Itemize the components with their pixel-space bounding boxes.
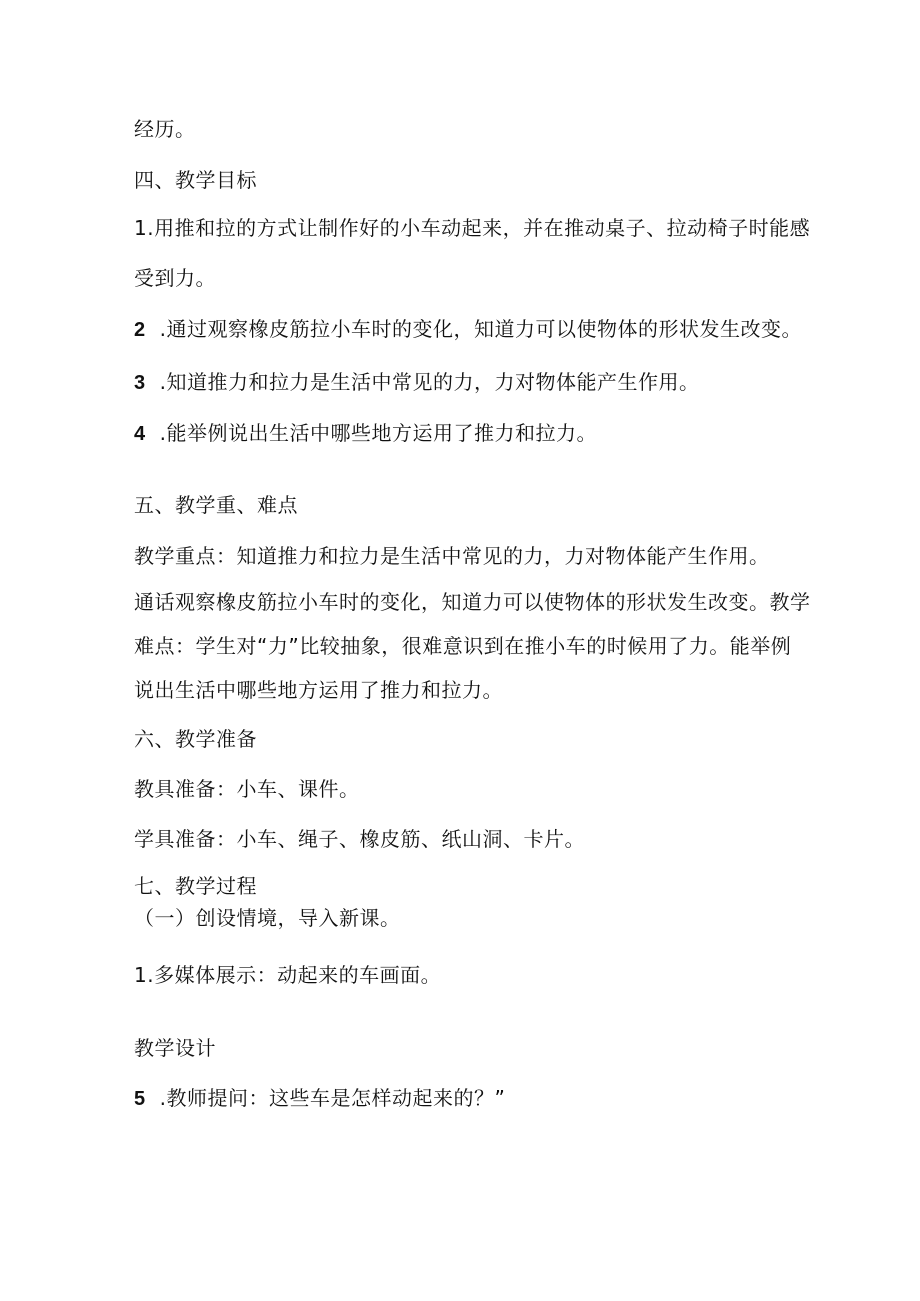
section-heading-preparation: 六、教学准备 xyxy=(134,727,257,751)
teacher-materials: 教具准备：小车、课件。 xyxy=(134,777,360,801)
section-heading-objectives: 四、教学目标 xyxy=(134,168,257,192)
list-number: 3 xyxy=(134,372,146,394)
objective-1-line-1: 1.用推和拉的方式让制作好的小车动起来，并在推动桌子、拉动椅子时能感 xyxy=(134,216,811,240)
objective-3 xyxy=(134,369,699,396)
objective-4-text: .能举例说出生活中哪些地方运用了推力和拉力。 xyxy=(159,421,597,445)
objective-2 xyxy=(134,316,802,343)
step-1: 1.多媒体展示：动起来的车画面。 xyxy=(134,963,442,987)
subsection-heading-intro: （一）创设情境，导入新课。 xyxy=(134,906,401,930)
step-5-text: .教师提问：这些车是怎样动起来的？” xyxy=(159,1086,506,1110)
teaching-design-label: 教学设计 xyxy=(134,1036,216,1060)
list-number: 2 xyxy=(134,319,146,341)
student-materials: 学具准备：小车、绳子、橡皮筋、纸山洞、卡片。 xyxy=(134,827,585,851)
objective-1-line-2: 受到力。 xyxy=(134,266,216,290)
difficulty-line-3: 说出生活中哪些地方运用了推力和拉力。 xyxy=(134,678,503,702)
objective-3-text: .知道推力和拉力是生活中常见的力，力对物体能产生作用。 xyxy=(159,370,700,394)
list-number: 5 xyxy=(134,1088,146,1110)
objective-4 xyxy=(134,420,597,447)
section-heading-process: 七、教学过程 xyxy=(134,874,257,898)
list-number: 4 xyxy=(134,423,146,445)
difficulty-line-2: 难点：学生对“力”比较抽象，很难意识到在推小车的时候用了力。能举例 xyxy=(134,634,792,658)
section-heading-key-points: 五、教学重、难点 xyxy=(134,493,298,517)
step-5 xyxy=(134,1085,505,1112)
key-point-line: 教学重点：知道推力和拉力是生活中常见的力，力对物体能产生作用。 xyxy=(134,544,770,568)
objective-2-text: .通过观察橡皮筋拉小车时的变化，知道力可以使物体的形状发生改变。 xyxy=(159,317,802,341)
text-line-continuation: 经历。 xyxy=(134,117,196,141)
difficulty-line-1: 通话观察橡皮筋拉小车时的变化，知道力可以使物体的形状发生改变。教学 xyxy=(134,590,811,614)
